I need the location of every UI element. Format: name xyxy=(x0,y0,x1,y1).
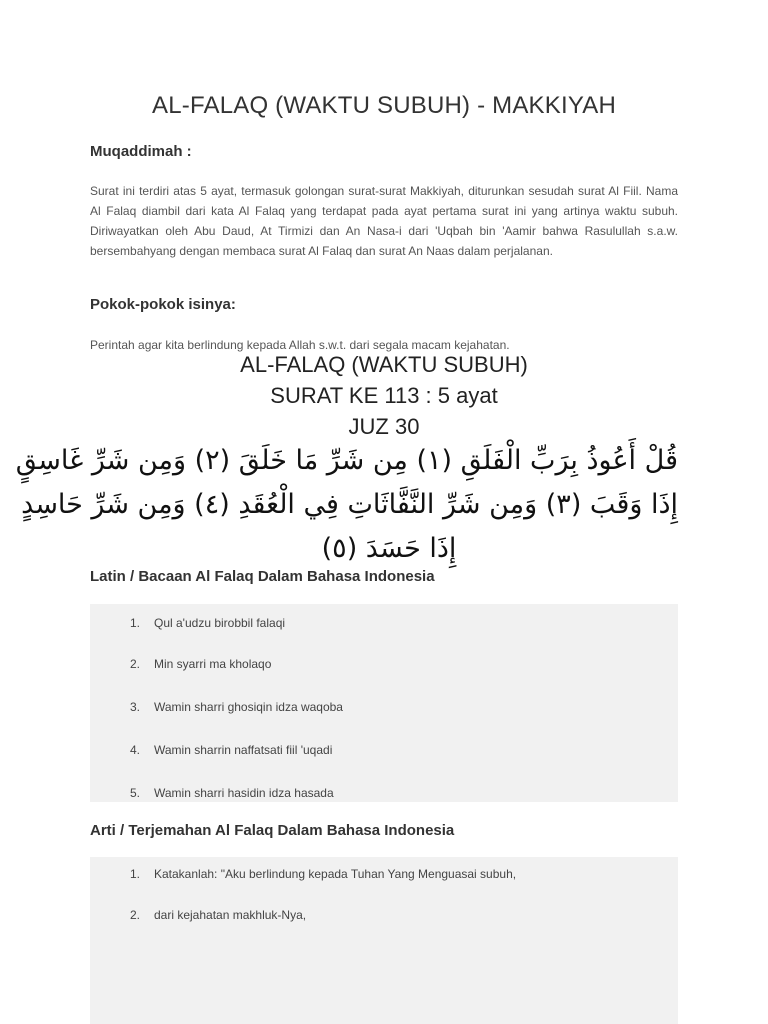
muqaddimah-heading: Muqaddimah : xyxy=(90,143,192,160)
muqaddimah-paragraph: Surat ini terdiri atas 5 ayat, termasuk golongan surat-surat Makkiyah, diturunkan sesudah surat Al Fiil. Nama Al Falaq diambil dari kata Al Falaq yang terdapat pada ayat pertama surat ini yang artinya waktu subuh. Diriwayatkan oleh Abu Daud, At Tirmizi dan An Nasa-i dari 'Uqbah bin 'Aamir bahwa Rasulullah s.a.w. bersembahyang dengan membaca surat Al Falaq dan surat An Naas dalam perjalanan. xyxy=(90,184,678,258)
page-title: AL-FALAQ (WAKTU SUBUH) - MAKKIYAH xyxy=(152,92,616,119)
juz-line: JUZ 30 xyxy=(348,414,420,439)
list-item: 1. Katakanlah: "Aku berlindung kepada Tuhan Yang Menguasai subuh, xyxy=(130,867,517,881)
arabic-line-3: إِذَا حَسَدَ (٥) xyxy=(321,533,457,564)
surah-number-line: SURAT KE 113 : 5 ayat xyxy=(270,383,498,408)
pokok-heading: Pokok-pokok isinya: xyxy=(90,296,236,313)
list-item: 2. Min syarri ma kholaqo xyxy=(130,657,272,671)
list-item: 2. dari kejahatan makhluk-Nya, xyxy=(130,908,307,922)
arabic-verses xyxy=(15,439,678,571)
list-item: 3. Wamin sharri ghosiqin idza waqoba xyxy=(130,700,343,714)
pokok-paragraph: Perintah agar kita berlindung kepada Allah s.w.t. dari segala macam kejahatan. xyxy=(90,338,510,352)
arabic-line-1: قُلْ أَعُوذُ بِرَبِّ الْفَلَقِ (١) مِن شَرِّ مَا خَلَقَ (٢) وَمِن شَرِّ غَاسِقٍ xyxy=(15,445,678,476)
arti-list xyxy=(90,857,678,1024)
list-item: 4. Wamin sharrin naffatsati fiil 'uqadi xyxy=(130,743,333,757)
arti-heading: Arti / Terjemahan Al Falaq Dalam Bahasa Indonesia xyxy=(90,822,455,839)
arabic-line-2: إِذَا وَقَبَ (٣) وَمِن شَرِّ النَّفَّاثَاتِ فِي الْعُقَدِ (٤) وَمِن شَرِّ حَاسِدٍ xyxy=(21,489,678,520)
list-item: 5. Wamin sharri hasidin idza hasada xyxy=(130,786,334,800)
latin-heading: Latin / Bacaan Al Falaq Dalam Bahasa Indonesia xyxy=(90,568,435,585)
list-item: 1. Qul a'udzu birobbil falaqi xyxy=(130,616,286,630)
latin-list xyxy=(90,604,678,802)
surah-name-line: AL-FALAQ (WAKTU SUBUH) xyxy=(240,352,528,377)
